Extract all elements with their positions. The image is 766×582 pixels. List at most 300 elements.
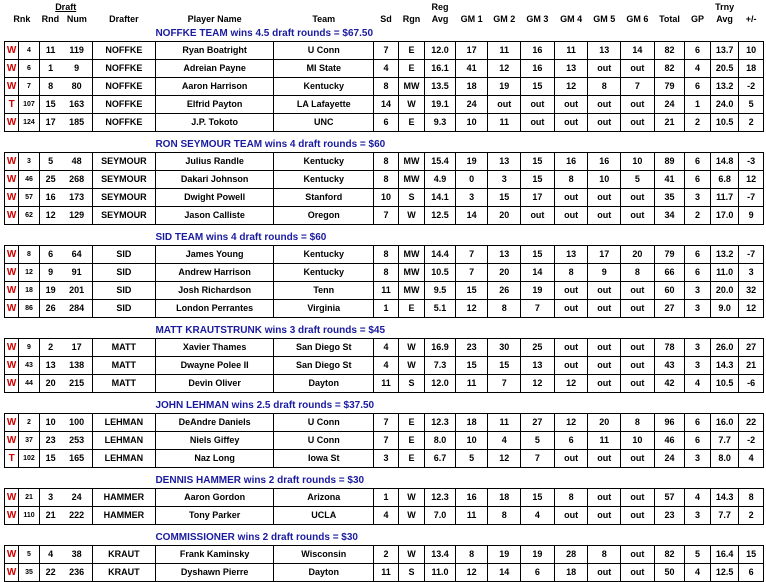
- team-cell: Dayton: [274, 564, 374, 582]
- sd-cell: 10: [374, 189, 398, 207]
- rgn-cell: W: [398, 339, 425, 357]
- team-header-indent: [5, 323, 156, 339]
- team-title: DENNIS HAMMER wins 2 draft rounds = $30: [155, 475, 365, 486]
- gp-cell: 4: [685, 60, 711, 78]
- table-row: [5, 357, 764, 375]
- team-cell: MI State: [274, 60, 374, 78]
- pm-cell: 4: [739, 450, 764, 468]
- gm1-cell: 12: [455, 300, 488, 318]
- gm3-header: GM 3: [526, 14, 549, 24]
- res-cell: W: [5, 375, 19, 393]
- num-cell: 284: [62, 300, 93, 318]
- res-cell: W: [5, 414, 19, 432]
- num-cell: 38: [62, 546, 93, 564]
- gp-header: GP: [691, 14, 705, 24]
- gm6-cell: out: [621, 564, 655, 582]
- gp-cell: 2: [685, 207, 711, 225]
- gm6-cell: out: [621, 489, 655, 507]
- drafter-cell: HAMMER: [92, 489, 155, 507]
- drafter-cell: SID: [92, 282, 155, 300]
- team-header-row: [5, 26, 764, 42]
- tavg-cell: 7.7: [710, 432, 739, 450]
- num-cell: 173: [62, 189, 93, 207]
- player-cell: Adreian Payne: [155, 60, 273, 78]
- team-cell: Arizona: [274, 489, 374, 507]
- rgn-cell: MW: [398, 153, 425, 171]
- drafter-cell: NOFFKE: [92, 42, 155, 60]
- res-cell: W: [5, 60, 19, 78]
- gm1-header: GM 1: [460, 14, 483, 24]
- gm4-cell: out: [554, 357, 588, 375]
- gm5-cell: 10: [588, 171, 621, 189]
- team-cell: U Conn: [274, 414, 374, 432]
- pm-cell: 21: [739, 357, 764, 375]
- avg-cell: 12.0: [425, 42, 456, 60]
- team-cell: Kentucky: [274, 171, 374, 189]
- gp-cell: 6: [685, 432, 711, 450]
- total-cell: 46: [654, 432, 685, 450]
- gm1-cell: 23: [455, 339, 488, 357]
- rnk-cell: 107: [19, 96, 39, 114]
- gm6-cell: 10: [621, 432, 655, 450]
- rgn-cell: S: [398, 375, 425, 393]
- gm4-cell: 6: [554, 432, 588, 450]
- sd-cell: 8: [374, 246, 398, 264]
- rnk-cell: 12: [19, 264, 39, 282]
- rnd-cell: 6: [39, 246, 61, 264]
- gm2-cell: 11: [488, 414, 521, 432]
- gm2-cell: 20: [488, 264, 521, 282]
- rnd-cell: 16: [39, 189, 61, 207]
- drafter-cell: SID: [92, 264, 155, 282]
- gm4-cell: out: [554, 507, 588, 525]
- table-row: [5, 78, 764, 96]
- tavg-cell: 14.3: [710, 357, 739, 375]
- gm3-cell: 12: [521, 375, 555, 393]
- player-cell: Aaron Gordon: [155, 489, 273, 507]
- gm5-cell: 8: [588, 78, 621, 96]
- avg-cell: 19.1: [425, 96, 456, 114]
- avg-cell: 14.1: [425, 189, 456, 207]
- gm2-cell: 19: [488, 78, 521, 96]
- standings-table: [4, 2, 764, 582]
- rnk-cell: 9: [19, 339, 39, 357]
- gm1-cell: 0: [455, 171, 488, 189]
- team-header-indent: [5, 398, 156, 414]
- pm-cell: 22: [739, 414, 764, 432]
- gm2-cell: 11: [488, 114, 521, 132]
- gm1-cell: 24: [455, 96, 488, 114]
- rnd-cell: 3: [39, 489, 61, 507]
- player-cell: Andrew Harrison: [155, 264, 273, 282]
- gm4-cell: 8: [554, 171, 588, 189]
- player-cell: DeAndre Daniels: [155, 414, 273, 432]
- gm3-cell: 13: [521, 357, 555, 375]
- rnk-cell: 7: [19, 78, 39, 96]
- avg-cell: 9.5: [425, 282, 456, 300]
- gm1-cell: 19: [455, 153, 488, 171]
- gp-cell: 6: [685, 264, 711, 282]
- gm2-cell: 8: [488, 300, 521, 318]
- gm3-cell: 15: [521, 78, 555, 96]
- player-cell: J.P. Tokoto: [155, 114, 273, 132]
- trny-header: Trny: [715, 2, 735, 12]
- total-cell: 82: [654, 546, 685, 564]
- gm2-cell: 14: [488, 564, 521, 582]
- gm1-cell: 10: [455, 432, 488, 450]
- rgn-cell: E: [398, 414, 425, 432]
- tavg-cell: 26.0: [710, 339, 739, 357]
- gp-cell: 6: [685, 171, 711, 189]
- res-cell: W: [5, 564, 19, 582]
- res-cell: W: [5, 339, 19, 357]
- pm-cell: 2: [739, 507, 764, 525]
- rgn-cell: MW: [398, 282, 425, 300]
- gm6-cell: out: [621, 300, 655, 318]
- gm1-cell: 7: [455, 264, 488, 282]
- res-cell: W: [5, 264, 19, 282]
- gm1-cell: 10: [455, 114, 488, 132]
- team-header-indent: [5, 473, 156, 489]
- gp-cell: 6: [685, 246, 711, 264]
- player-cell: Aaron Harrison: [155, 78, 273, 96]
- num-cell: 119: [62, 42, 93, 60]
- table-row: [5, 432, 764, 450]
- table-row: [5, 450, 764, 468]
- tavg-cell: 11.0: [710, 264, 739, 282]
- gm4-cell: 12: [554, 78, 588, 96]
- team-header: Team: [312, 14, 336, 24]
- team-cell: UCLA: [274, 507, 374, 525]
- gp-cell: 3: [685, 450, 711, 468]
- standings-body: [5, 26, 764, 582]
- rnk-cell: 18: [19, 282, 39, 300]
- gp-cell: 4: [685, 489, 711, 507]
- gm6-cell: 5: [621, 171, 655, 189]
- gm5-cell: out: [588, 189, 621, 207]
- team-header-indent: [5, 26, 156, 42]
- gm4-cell: out: [554, 96, 588, 114]
- rnd-cell: 17: [39, 114, 61, 132]
- gm5-cell: 17: [588, 246, 621, 264]
- team-cell: San Diego St: [274, 357, 374, 375]
- avg-cell: 12.0: [425, 375, 456, 393]
- rnd-cell: 11: [39, 42, 61, 60]
- sd-header: Sd: [380, 14, 392, 24]
- gm3-cell: out: [521, 114, 555, 132]
- avg-cell: 5.1: [425, 300, 456, 318]
- rnd-cell: 26: [39, 300, 61, 318]
- team-cell: UNC: [274, 114, 374, 132]
- draft-header: Draft: [55, 2, 77, 12]
- res-cell: W: [5, 78, 19, 96]
- gp-cell: 1: [685, 96, 711, 114]
- gm2-cell: out: [488, 96, 521, 114]
- rnk-cell: 4: [19, 42, 39, 60]
- gm3-cell: 5: [521, 432, 555, 450]
- table-row: [5, 507, 764, 525]
- tavg-cell: 13.2: [710, 78, 739, 96]
- sd-cell: 11: [374, 375, 398, 393]
- tavg-cell: 10.5: [710, 375, 739, 393]
- gm1-cell: 7: [455, 246, 488, 264]
- gm2-cell: 15: [488, 189, 521, 207]
- num-cell: 236: [62, 564, 93, 582]
- rnk-cell: 44: [19, 375, 39, 393]
- gm5-cell: 16: [588, 153, 621, 171]
- gm3-cell: 16: [521, 60, 555, 78]
- num-cell: 268: [62, 171, 93, 189]
- gm6-cell: out: [621, 60, 655, 78]
- gm5-cell: 20: [588, 414, 621, 432]
- rnk-cell: 124: [19, 114, 39, 132]
- num-cell: 163: [62, 96, 93, 114]
- tavg-cell: 20.5: [710, 60, 739, 78]
- player-header: Player Name: [187, 14, 242, 24]
- gm6-cell: out: [621, 375, 655, 393]
- drafter-cell: MATT: [92, 339, 155, 357]
- sd-cell: 7: [374, 42, 398, 60]
- gm1-cell: 3: [455, 189, 488, 207]
- drafter-cell: SID: [92, 246, 155, 264]
- sd-cell: 7: [374, 207, 398, 225]
- team-title: JOHN LEHMAN wins 2.5 draft rounds = $37.50: [155, 400, 375, 411]
- res-cell: W: [5, 246, 19, 264]
- gm3-cell: 4: [521, 507, 555, 525]
- gm2-cell: 30: [488, 339, 521, 357]
- rnk-cell: 3: [19, 153, 39, 171]
- team-cell: Tenn: [274, 282, 374, 300]
- total-header: Total: [659, 14, 680, 24]
- rgn-cell: E: [398, 432, 425, 450]
- avg-cell: 12.3: [425, 414, 456, 432]
- table-row: [5, 207, 764, 225]
- gm3-cell: 17: [521, 189, 555, 207]
- gm2-cell: 13: [488, 246, 521, 264]
- table-row: [5, 300, 764, 318]
- rgn-cell: W: [398, 207, 425, 225]
- total-cell: 34: [654, 207, 685, 225]
- res-cell: W: [5, 42, 19, 60]
- total-cell: 21: [654, 114, 685, 132]
- sd-cell: 11: [374, 564, 398, 582]
- tavg-cell: 24.0: [710, 96, 739, 114]
- sd-cell: 7: [374, 414, 398, 432]
- gm3-cell: 19: [521, 546, 555, 564]
- rnk-cell: 21: [19, 489, 39, 507]
- num-cell: 80: [62, 78, 93, 96]
- gm6-cell: out: [621, 546, 655, 564]
- rnd-cell: 23: [39, 432, 61, 450]
- pm-cell: 9: [739, 207, 764, 225]
- rnk-header: Rnk: [13, 14, 31, 24]
- team-header-indent: [5, 530, 156, 546]
- gm3-cell: 7: [521, 450, 555, 468]
- rnk-cell: 6: [19, 60, 39, 78]
- team-header-row: [5, 530, 764, 546]
- avg-cell: 11.0: [425, 564, 456, 582]
- sd-cell: 8: [374, 171, 398, 189]
- gm5-cell: out: [588, 450, 621, 468]
- drafter-cell: KRAUT: [92, 546, 155, 564]
- gm3-cell: 15: [521, 153, 555, 171]
- gp-cell: 6: [685, 78, 711, 96]
- sd-cell: 4: [374, 60, 398, 78]
- avg-cell: 12.3: [425, 489, 456, 507]
- total-cell: 79: [654, 78, 685, 96]
- rnk-cell: 35: [19, 564, 39, 582]
- gm1-cell: 11: [455, 375, 488, 393]
- player-cell: Ryan Boatright: [155, 42, 273, 60]
- gm6-cell: 8: [621, 264, 655, 282]
- team-header-row: [5, 473, 764, 489]
- avg-cell: 8.0: [425, 432, 456, 450]
- table-row: [5, 246, 764, 264]
- total-cell: 41: [654, 171, 685, 189]
- num-cell: 17: [62, 339, 93, 357]
- drafter-cell: SEYMOUR: [92, 153, 155, 171]
- table-row: [5, 189, 764, 207]
- gm2-cell: 8: [488, 507, 521, 525]
- table-row: [5, 153, 764, 171]
- gm2-cell: 15: [488, 357, 521, 375]
- gm4-cell: 28: [554, 546, 588, 564]
- pm-cell: 18: [739, 60, 764, 78]
- drafter-cell: LEHMAN: [92, 450, 155, 468]
- gm5-cell: out: [588, 300, 621, 318]
- gm3-cell: 27: [521, 414, 555, 432]
- gm2-cell: 26: [488, 282, 521, 300]
- gm6-cell: out: [621, 114, 655, 132]
- total-cell: 24: [654, 96, 685, 114]
- team-cell: Kentucky: [274, 264, 374, 282]
- gm6-cell: out: [621, 450, 655, 468]
- gm6-cell: out: [621, 96, 655, 114]
- gm2-cell: 4: [488, 432, 521, 450]
- drafter-cell: NOFFKE: [92, 96, 155, 114]
- gm4-cell: 13: [554, 246, 588, 264]
- drafter-cell: NOFFKE: [92, 60, 155, 78]
- pm-cell: -2: [739, 432, 764, 450]
- res-cell: W: [5, 432, 19, 450]
- team-cell: Wisconsin: [274, 546, 374, 564]
- gm5-header: GM 5: [593, 14, 616, 24]
- player-cell: James Young: [155, 246, 273, 264]
- gm2-header: GM 2: [493, 14, 516, 24]
- sd-cell: 6: [374, 114, 398, 132]
- pm-cell: 32: [739, 282, 764, 300]
- gm4-cell: out: [554, 189, 588, 207]
- team-cell: Kentucky: [274, 78, 374, 96]
- gm4-cell: 11: [554, 42, 588, 60]
- tavg-cell: 14.3: [710, 489, 739, 507]
- table-row: [5, 60, 764, 78]
- gm2-cell: 12: [488, 450, 521, 468]
- rnd-cell: 15: [39, 96, 61, 114]
- team-cell: U Conn: [274, 42, 374, 60]
- drafter-cell: LEHMAN: [92, 414, 155, 432]
- res-cell: W: [5, 189, 19, 207]
- gm5-cell: out: [588, 60, 621, 78]
- gm5-cell: 11: [588, 432, 621, 450]
- avg-cell: 15.4: [425, 153, 456, 171]
- pm-cell: -6: [739, 375, 764, 393]
- tavg-cell: 10.5: [710, 114, 739, 132]
- sd-cell: 2: [374, 546, 398, 564]
- res-cell: T: [5, 96, 19, 114]
- rgn-cell: W: [398, 489, 425, 507]
- table-row: [5, 339, 764, 357]
- drafter-cell: NOFFKE: [92, 114, 155, 132]
- table-row: [5, 375, 764, 393]
- rgn-cell: E: [398, 300, 425, 318]
- table-row: [5, 42, 764, 60]
- avg-cell: 13.5: [425, 78, 456, 96]
- gm5-cell: 13: [588, 42, 621, 60]
- rnd-cell: 2: [39, 339, 61, 357]
- num-cell: 129: [62, 207, 93, 225]
- sd-cell: 7: [374, 432, 398, 450]
- rnk-cell: 43: [19, 357, 39, 375]
- rnk-cell: 110: [19, 507, 39, 525]
- rgn-cell: S: [398, 564, 425, 582]
- team-header-row: [5, 398, 764, 414]
- gm3-cell: 15: [521, 246, 555, 264]
- gp-cell: 2: [685, 114, 711, 132]
- num-cell: 64: [62, 246, 93, 264]
- table-row: [5, 546, 764, 564]
- team-title: SID TEAM wins 4 draft rounds = $60: [155, 232, 327, 243]
- table-row: [5, 564, 764, 582]
- gm4-cell: 13: [554, 60, 588, 78]
- pm-cell: 12: [739, 300, 764, 318]
- rnd-cell: 13: [39, 357, 61, 375]
- total-cell: 50: [654, 564, 685, 582]
- player-cell: Xavier Thames: [155, 339, 273, 357]
- total-cell: 35: [654, 189, 685, 207]
- gm1-cell: 12: [455, 564, 488, 582]
- gm6-cell: 7: [621, 78, 655, 96]
- res-cell: T: [5, 450, 19, 468]
- total-cell: 24: [654, 450, 685, 468]
- avg-cell: 13.4: [425, 546, 456, 564]
- sd-cell: 11: [374, 282, 398, 300]
- num-cell: 185: [62, 114, 93, 132]
- drafter-cell: MATT: [92, 357, 155, 375]
- res-cell: W: [5, 282, 19, 300]
- rgn-cell: W: [398, 546, 425, 564]
- sd-cell: 4: [374, 339, 398, 357]
- gm6-cell: out: [621, 282, 655, 300]
- total-cell: 66: [654, 264, 685, 282]
- gp-cell: 3: [685, 339, 711, 357]
- pm-cell: 12: [739, 171, 764, 189]
- total-cell: 43: [654, 357, 685, 375]
- pm-cell: 10: [739, 42, 764, 60]
- rnd-cell: 22: [39, 564, 61, 582]
- res-cell: W: [5, 300, 19, 318]
- pm-cell: 5: [739, 96, 764, 114]
- pm-cell: 27: [739, 339, 764, 357]
- gm2-cell: 11: [488, 42, 521, 60]
- gm4-cell: 8: [554, 489, 588, 507]
- pm-cell: 6: [739, 564, 764, 582]
- rgn-header: Rgn: [402, 14, 421, 24]
- gm6-cell: out: [621, 189, 655, 207]
- gm4-cell: out: [554, 339, 588, 357]
- gm4-cell: 12: [554, 414, 588, 432]
- table-row: [5, 114, 764, 132]
